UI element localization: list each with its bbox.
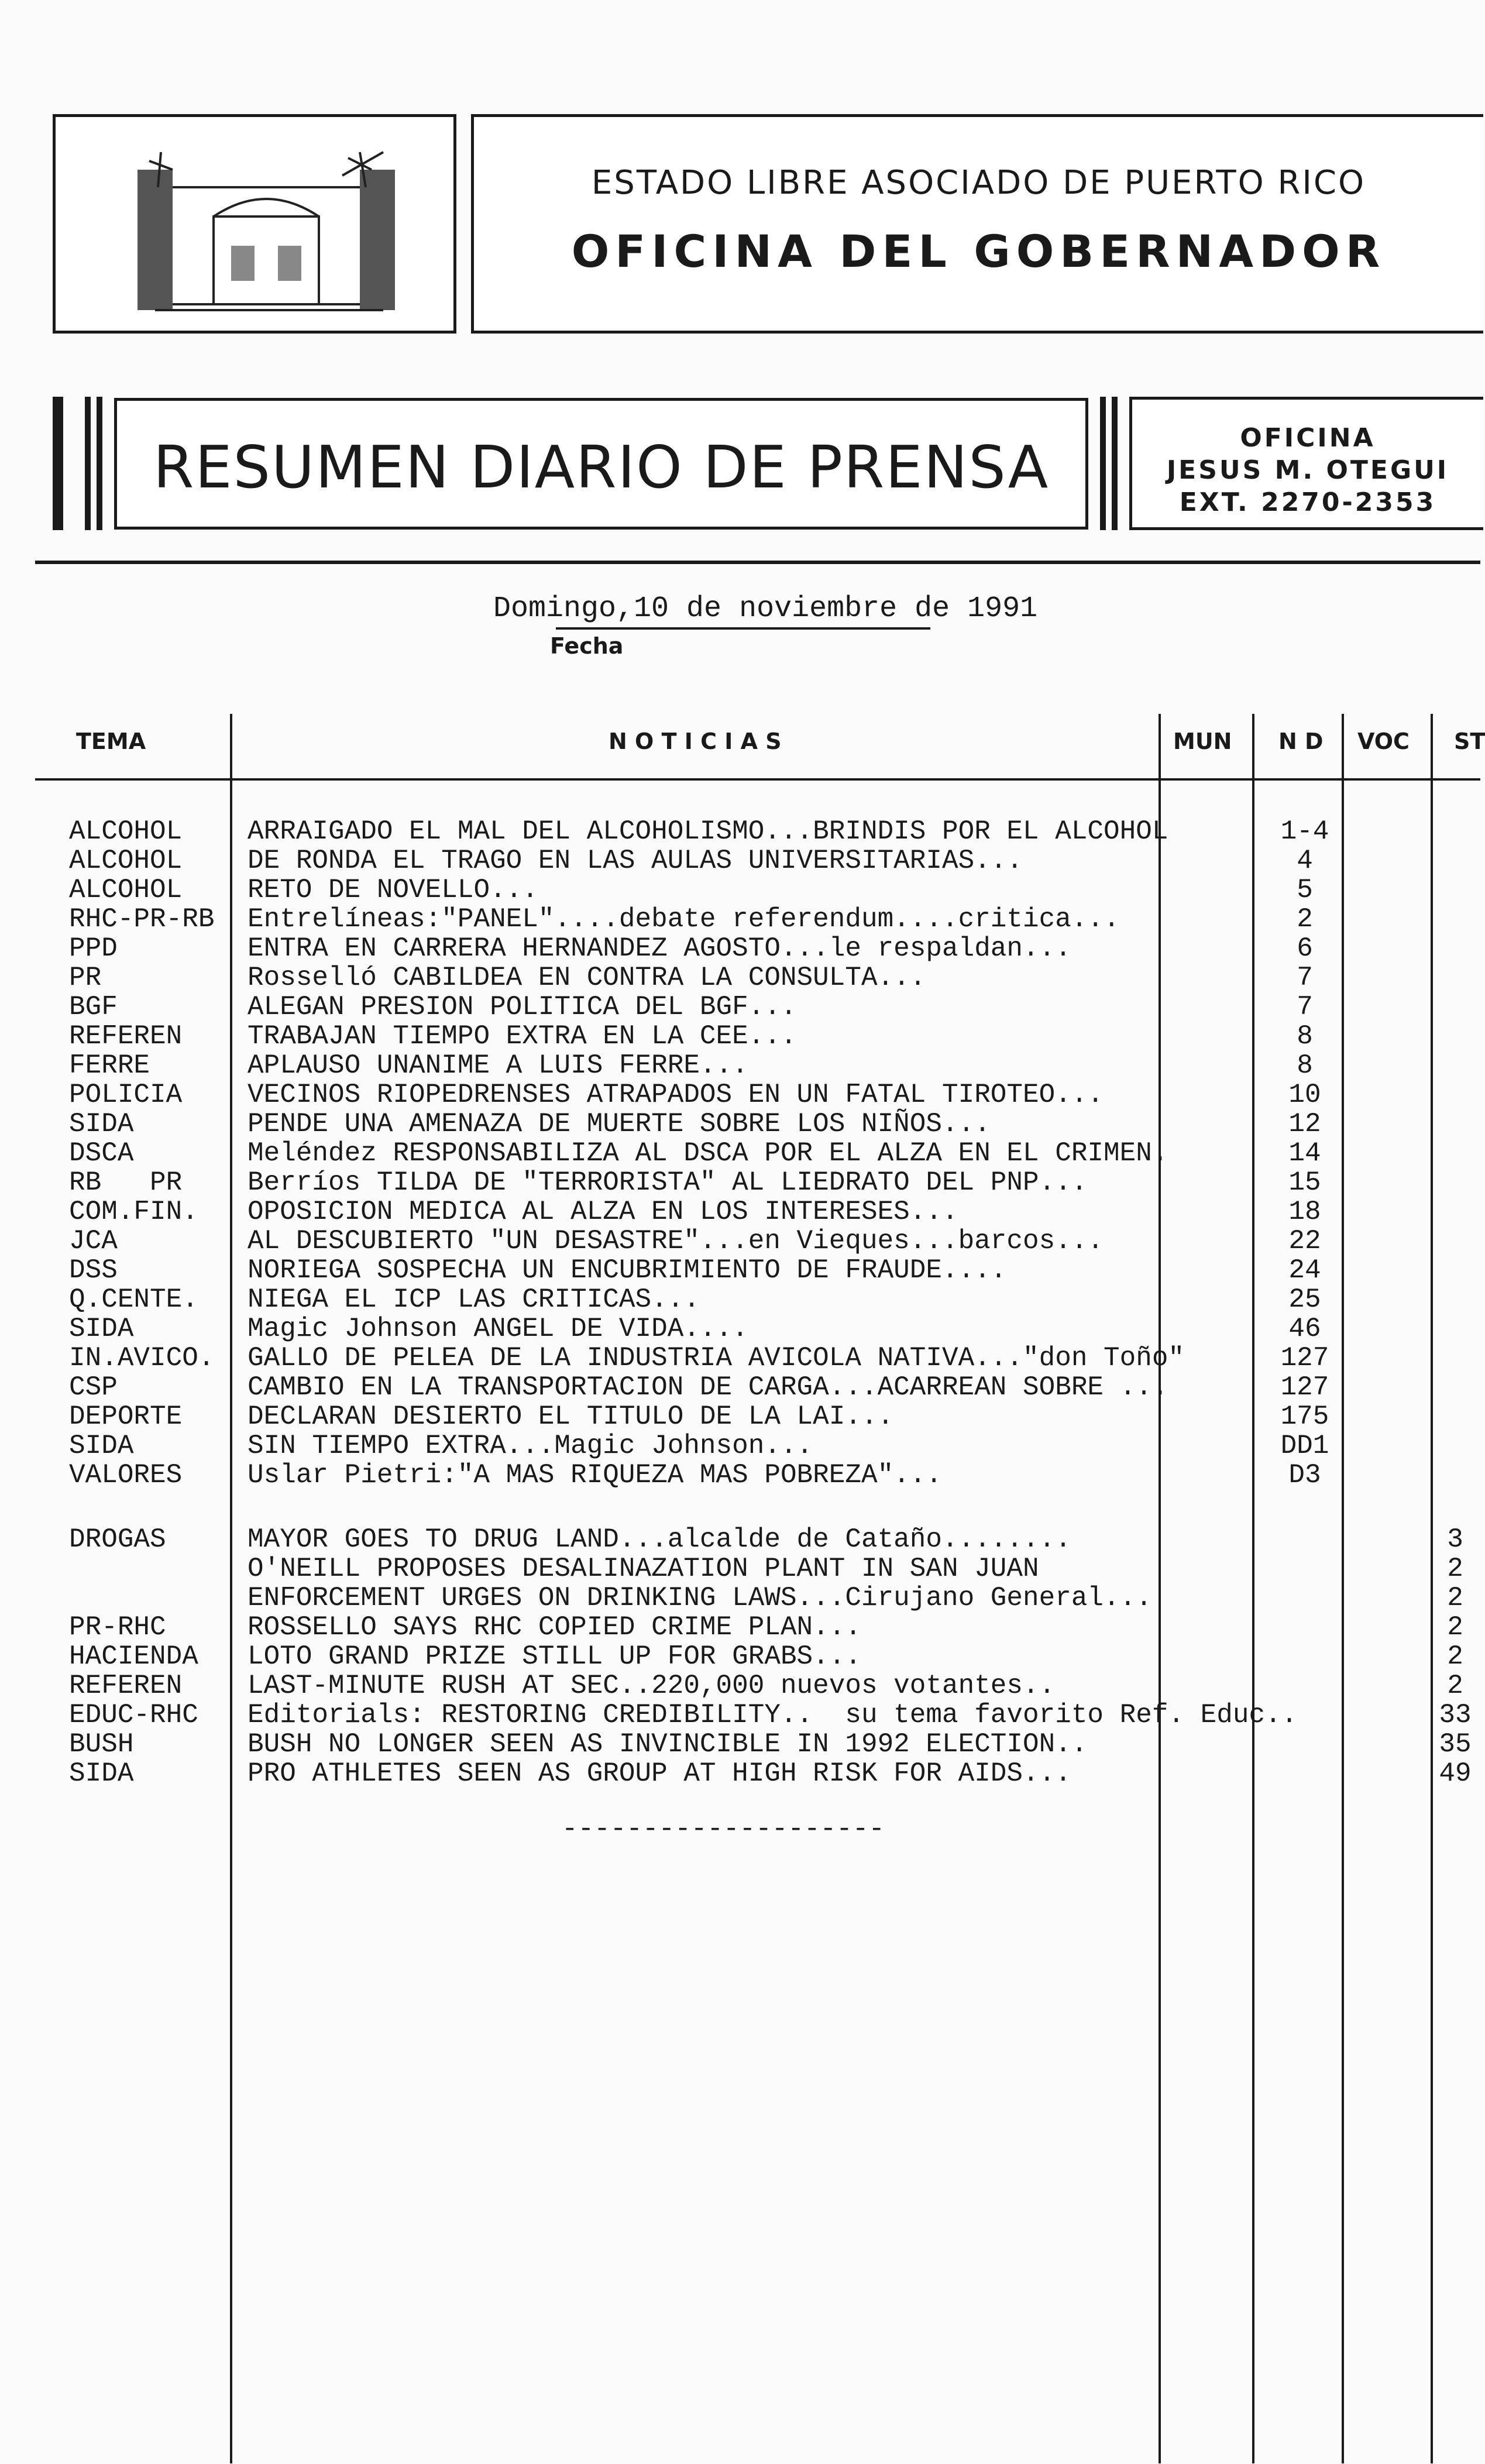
row-headline: MAYOR GOES TO DRUG LAND...alcalde de Cataño........ — [248, 1524, 1071, 1555]
row-st-page: 33 — [1439, 1700, 1472, 1730]
row-nd-page: 14 — [1288, 1138, 1321, 1169]
row-tema: ALCOHOL — [69, 816, 183, 847]
row-tema: DROGAS — [69, 1524, 166, 1555]
row-headline: VECINOS RIOPEDRENSES ATRAPADOS EN UN FATAL TIROTEO... — [248, 1080, 1104, 1110]
row-tema: BGF — [69, 992, 118, 1022]
row-tema: BUSH — [69, 1729, 134, 1759]
col-header-voc: VOC — [1357, 728, 1410, 754]
list-item — [0, 1109, 1480, 1138]
row-nd-page: 8 — [1297, 1021, 1313, 1051]
row-nd-page: 46 — [1288, 1314, 1321, 1344]
row-tema: REFEREN — [69, 1671, 183, 1701]
row-headline: NIEGA EL ICP LAS CRITICAS... — [248, 1284, 700, 1315]
row-tema: PPD — [69, 933, 118, 964]
end-separator: -------------------- — [562, 1814, 885, 1844]
list-item — [0, 992, 1480, 1021]
row-tema: POLICIA — [69, 1080, 183, 1110]
row-headline: NORIEGA SOSPECHA UN ENCUBRIMIENTO DE FRAUDE.... — [248, 1255, 1007, 1286]
list-item — [0, 1343, 1480, 1372]
row-headline: BUSH NO LONGER SEEN AS INVINCIBLE IN 1992 ELECTION.. — [248, 1729, 1088, 1759]
row-st-page: 49 — [1439, 1758, 1472, 1789]
row-nd-page: 7 — [1297, 963, 1313, 993]
office-contact-box — [1129, 397, 1483, 530]
row-headline: Uslar Pietri:"A MAS RIQUEZA MAS POBREZA"... — [248, 1460, 942, 1490]
row-nd-page: 127 — [1280, 1343, 1329, 1373]
list-item — [0, 1700, 1480, 1729]
row-st-page: 3 — [1447, 1524, 1463, 1555]
list-item — [0, 1612, 1480, 1641]
banner-bar-right — [1100, 397, 1106, 530]
row-tema: DEPORTE — [69, 1401, 183, 1432]
row-tema: SIDA — [69, 1314, 134, 1344]
row-st-page: 2 — [1447, 1583, 1463, 1613]
col-header-nd: N D — [1278, 728, 1324, 754]
row-nd-page: 24 — [1288, 1255, 1321, 1286]
row-headline: ENTRA EN CARRERA HERNANDEZ AGOSTO...le respaldan... — [248, 933, 1071, 964]
row-headline: Rosselló CABILDEA EN CONTRA LA CONSULTA... — [248, 963, 926, 993]
date-underline — [556, 627, 930, 630]
list-item — [0, 875, 1480, 904]
list-item — [0, 1431, 1480, 1460]
header-rule — [35, 561, 1480, 564]
list-item — [0, 904, 1480, 933]
row-headline: Magic Johnson ANGEL DE VIDA.... — [248, 1314, 748, 1344]
row-tema: ALCOHOL — [69, 846, 183, 876]
row-nd-page: D3 — [1288, 1460, 1321, 1490]
row-tema: PR-RHC — [69, 1612, 166, 1642]
list-item — [0, 1729, 1480, 1758]
list-item — [0, 1641, 1480, 1671]
row-tema: DSS — [69, 1255, 118, 1286]
summary-banner — [114, 398, 1088, 530]
row-headline: LAST-MINUTE RUSH AT SEC..220,000 nuevos votantes.. — [248, 1671, 1056, 1701]
row-tema: HACIENDA — [69, 1641, 198, 1672]
row-headline: TRABAJAN TIEMPO EXTRA EN LA CEE... — [248, 1021, 797, 1051]
banner-bar-right-2 — [1112, 397, 1118, 530]
row-nd-page: 6 — [1297, 933, 1313, 964]
row-headline: SIN TIEMPO EXTRA...Magic Johnson... — [248, 1431, 813, 1461]
row-tema: DSCA — [69, 1138, 134, 1169]
row-tema: CSP — [69, 1372, 118, 1403]
date-value: Domingo,10 de noviembre de 1991 — [493, 592, 1038, 626]
row-tema: REFEREN — [69, 1021, 183, 1051]
row-headline: O'NEILL PROPOSES DESALINAZATION PLANT IN SAN JUAN — [248, 1554, 1039, 1584]
list-item — [0, 1197, 1480, 1226]
row-nd-page: 8 — [1297, 1050, 1313, 1081]
row-nd-page: 127 — [1280, 1372, 1329, 1403]
row-tema: SIDA — [69, 1109, 134, 1139]
row-headline: ALEGAN PRESION POLITICA DEL BGF... — [248, 992, 797, 1022]
header-line-2: OFICINA DEL GOBERNADOR — [571, 225, 1386, 277]
row-nd-page: 10 — [1288, 1080, 1321, 1110]
row-nd-page: 18 — [1288, 1197, 1321, 1227]
row-headline: APLAUSO UNANIME A LUIS FERRE... — [248, 1050, 748, 1081]
row-headline: LOTO GRAND PRIZE STILL UP FOR GRABS... — [248, 1641, 861, 1672]
row-headline: PRO ATHLETES SEEN AS GROUP AT HIGH RISK FOR AIDS... — [248, 1758, 1071, 1789]
list-item — [0, 1314, 1480, 1343]
list-item — [0, 1554, 1480, 1583]
col-header-noticias: N O T I C I A S — [609, 728, 782, 754]
row-nd-page: 5 — [1297, 875, 1313, 905]
row-headline: RETO DE NOVELLO... — [248, 875, 538, 905]
list-item — [0, 1167, 1480, 1197]
row-tema: ALCOHOL — [69, 875, 183, 905]
row-nd-page: 15 — [1288, 1167, 1321, 1198]
row-tema: RHC-PR-RB — [69, 904, 215, 934]
list-item — [0, 1284, 1480, 1314]
row-headline: ARRAIGADO EL MAL DEL ALCOHOLISMO...BRINDIS POR EL ALCOHOL — [248, 816, 1168, 847]
header-line-1: ESTADO LIBRE ASOCIADO DE PUERTO RICO — [591, 164, 1366, 202]
row-tema: JCA — [69, 1226, 118, 1256]
list-item — [0, 1401, 1480, 1431]
col-header-st: ST — [1454, 728, 1485, 754]
row-st-page: 2 — [1447, 1554, 1463, 1584]
row-tema: FERRE — [69, 1050, 150, 1081]
row-tema: SIDA — [69, 1758, 134, 1789]
row-nd-page: 4 — [1297, 846, 1313, 876]
row-tema: VALORES — [69, 1460, 183, 1490]
list-item — [0, 1080, 1480, 1109]
list-item — [0, 1758, 1480, 1788]
list-item — [0, 1372, 1480, 1401]
header-row-line — [35, 778, 1480, 781]
list-item — [0, 963, 1480, 992]
list-item — [0, 1583, 1480, 1612]
row-headline: DECLARAN DESIERTO EL TITULO DE LA LAI... — [248, 1401, 894, 1432]
row-st-page: 2 — [1447, 1641, 1463, 1672]
row-headline: AL DESCUBIERTO "UN DESASTRE"...en Vieques...barcos... — [248, 1226, 1104, 1256]
row-st-page: 35 — [1439, 1729, 1472, 1759]
list-item — [0, 816, 1480, 846]
row-nd-page: 175 — [1280, 1401, 1329, 1432]
office-label: OFICINA — [1240, 423, 1376, 453]
row-tema: IN.AVICO. — [69, 1343, 215, 1373]
row-tema: RB PR — [69, 1167, 183, 1198]
banner-bar-left-2 — [85, 397, 91, 530]
row-st-page: 2 — [1447, 1671, 1463, 1701]
banner-bar-left-3 — [97, 397, 102, 530]
row-tema: COM.FIN. — [69, 1197, 198, 1227]
row-nd-page: DD1 — [1280, 1431, 1329, 1461]
governor-seal-logo — [53, 114, 456, 334]
list-item — [0, 1050, 1480, 1080]
banner-bar-left — [53, 397, 63, 530]
row-headline: ROSSELLO SAYS RHC COPIED CRIME PLAN... — [248, 1612, 861, 1642]
row-headline: DE RONDA EL TRAGO EN LAS AULAS UNIVERSITARIAS... — [248, 846, 1023, 876]
banner-title: RESUMEN DIARIO DE PRENSA — [153, 433, 1050, 501]
row-st-page: 2 — [1447, 1612, 1463, 1642]
list-item — [0, 1255, 1480, 1284]
office-extension: EXT. 2270-2353 — [1179, 487, 1436, 517]
row-nd-page: 2 — [1297, 904, 1313, 934]
row-headline: Editorials: RESTORING CREDIBILITY.. su tema favorito Ref. Educ.. — [248, 1700, 1298, 1730]
list-item — [0, 1460, 1480, 1489]
list-item — [0, 1138, 1480, 1167]
col-header-mun: MUN — [1173, 728, 1232, 754]
row-headline: Berríos TILDA DE "TERRORISTA" AL LIEDRATO DEL PNP... — [248, 1167, 1088, 1198]
row-headline: OPOSICION MEDICA AL ALZA EN LOS INTERESES... — [248, 1197, 958, 1227]
row-tema: Q.CENTE. — [69, 1284, 198, 1315]
date-label: Fecha — [550, 633, 624, 659]
row-headline: GALLO DE PELEA DE LA INDUSTRIA AVICOLA NATIVA..."don Toño" — [248, 1343, 1185, 1373]
fortaleza-drawing-icon — [56, 117, 453, 331]
row-tema: SIDA — [69, 1431, 134, 1461]
list-item — [0, 1671, 1480, 1700]
list-item — [0, 1524, 1480, 1554]
list-item — [0, 846, 1480, 875]
row-headline: Meléndez RESPONSABILIZA AL DSCA POR EL ALZA EN EL CRIMEN. — [248, 1138, 1168, 1169]
row-nd-page: 25 — [1288, 1284, 1321, 1315]
list-item — [0, 1226, 1480, 1255]
header-panel — [471, 114, 1483, 334]
row-headline: Entrelíneas:"PANEL"....debate referendum....critica... — [248, 904, 1120, 934]
row-tema: EDUC-RHC — [69, 1700, 198, 1730]
row-tema: PR — [69, 963, 102, 993]
row-nd-page: 1-4 — [1280, 816, 1329, 847]
row-nd-page: 7 — [1297, 992, 1313, 1022]
row-nd-page: 22 — [1288, 1226, 1321, 1256]
row-headline: PENDE UNA AMENAZA DE MUERTE SOBRE LOS NIÑOS... — [248, 1109, 991, 1139]
row-nd-page: 12 — [1288, 1109, 1321, 1139]
office-name: JESUS M. OTEGUI — [1166, 455, 1449, 485]
row-headline: CAMBIO EN LA TRANSPORTACION DE CARGA...ACARREAN SOBRE ... — [248, 1372, 1168, 1403]
list-item — [0, 933, 1480, 963]
row-headline: ENFORCEMENT URGES ON DRINKING LAWS...Cirujano General... — [248, 1583, 1152, 1613]
col-header-tema: TEMA — [76, 728, 146, 754]
list-item — [0, 1021, 1480, 1050]
